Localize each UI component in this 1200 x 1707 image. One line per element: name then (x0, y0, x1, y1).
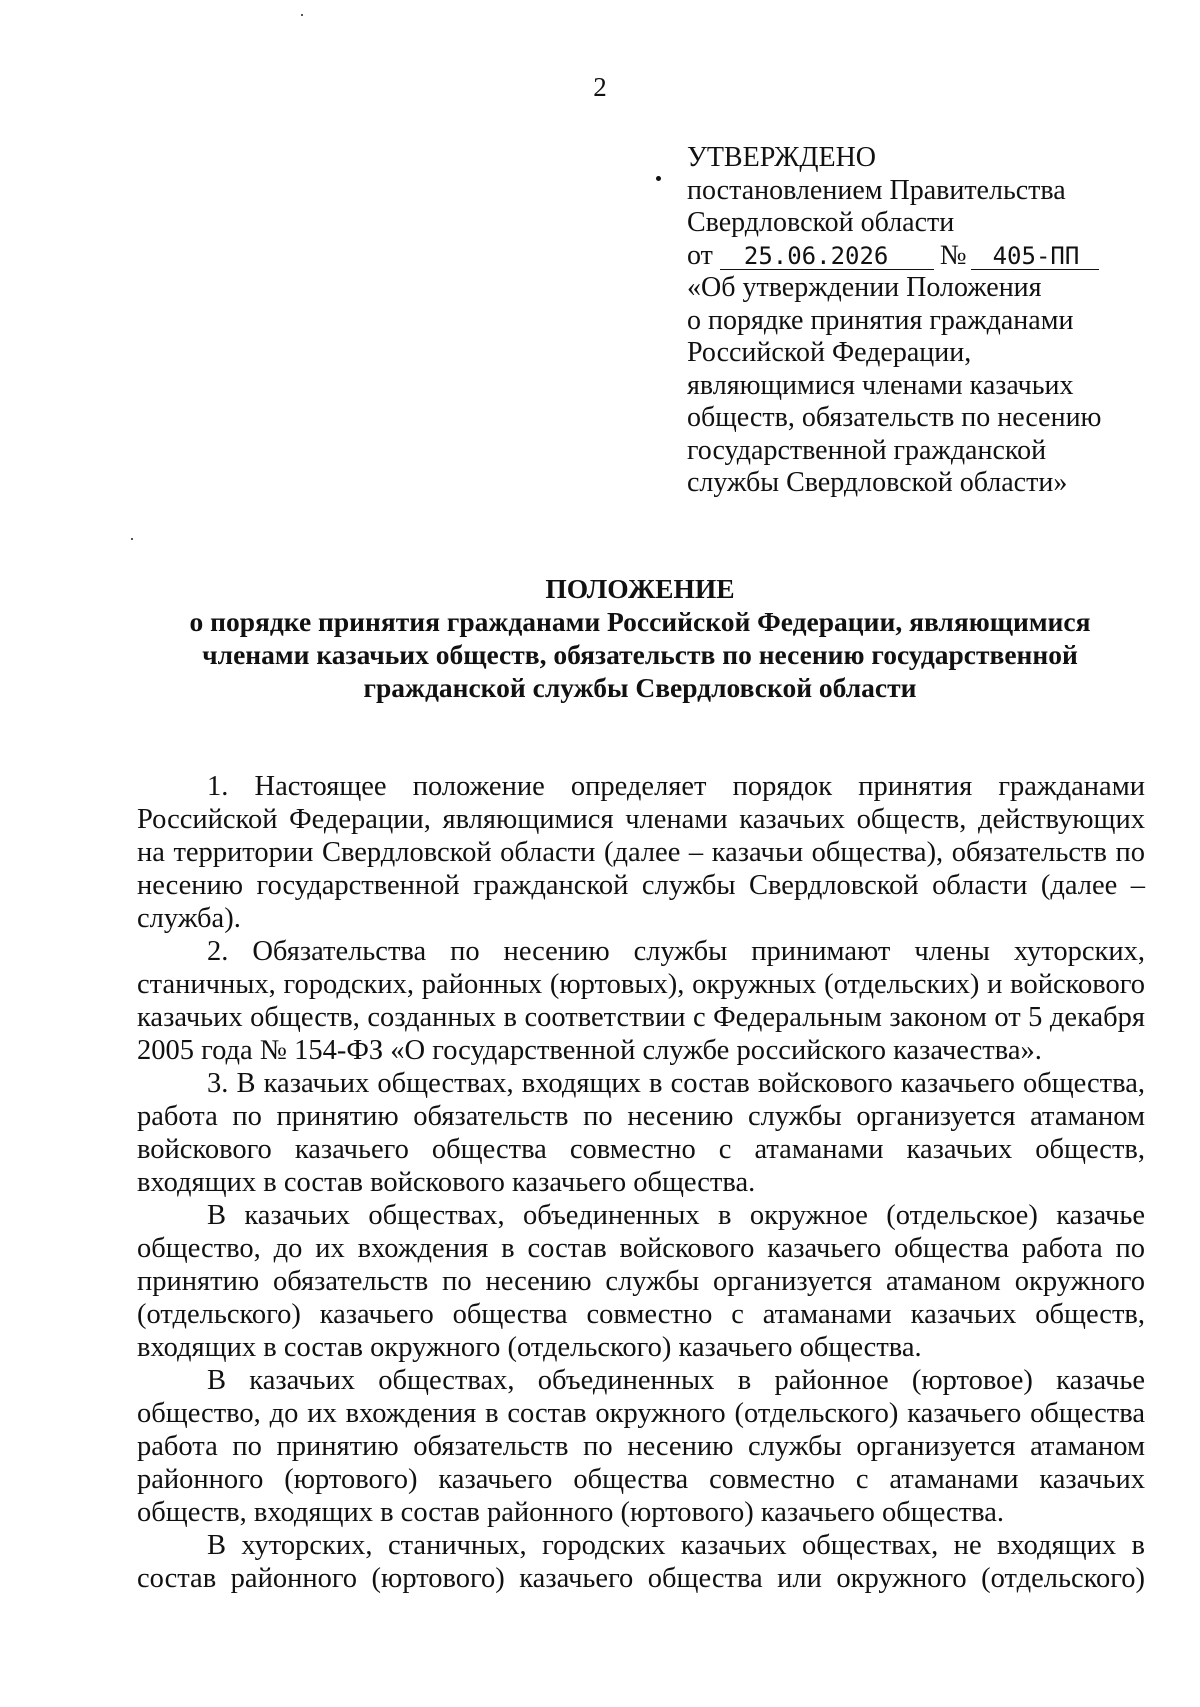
document-body (137, 770, 1145, 1595)
approval-line: Свердловской области (687, 207, 955, 238)
number-sign: № (939, 239, 967, 271)
subject-line: являющимися членами казачьих (687, 369, 1074, 401)
date-prefix: от (687, 239, 713, 271)
subject-line: службы Свердловской области» (687, 467, 1068, 498)
scan-speck (131, 538, 133, 540)
approved-label: УТВЕРЖДЕНО (687, 142, 877, 173)
paragraph: В казачьих обществах, объединенных в районное (юртовое) казачье общество, до их вхождения в состав окружного (отдельского) казачьего общества работа по принятию обязательств по несению службы организуется атаманом районного (юртового) казачьего общества совместно с атаманами казачьих обществ, входящих в состав районного (юртового) казачьего общества. (137, 1365, 1145, 1528)
approval-date-line (687, 240, 1157, 273)
approval-block (687, 142, 1157, 500)
subject-line: государственной гражданской (687, 434, 1047, 466)
paragraph: В хуторских, станичных, городских казачьих обществах, не входящих в состав районного (юртового) казачьего общества или окружного (отдельского) (137, 1530, 1145, 1594)
document-title (130, 572, 1150, 704)
paragraph: 3. В казачьих обществах, входящих в состав войскового казачьего общества, работа по принятию обязательств по несению службы организуется атаманом войскового казачьего общества совместно с атаманами казачьих обществ, входящих в состав войскового казачьего общества. (137, 1068, 1145, 1198)
paragraph: 2. Обязательства по несению службы принимают члены хуторских, станичных, городских, районных (юртовых), окружных (отдельских) и войскового казачьих обществ, созданных в соответствии с Федеральным законом от 5 декабря 2005 года № 154-ФЗ «О государственной службе российского казачества». (137, 936, 1145, 1066)
title-subtitle-line: гражданской службы Свердловской области (363, 672, 917, 703)
subject-line: «Об утверждении Положения (687, 272, 1042, 303)
approval-date: 25.06.2026 (720, 243, 934, 270)
approval-line: постановлением Правительства (687, 174, 1066, 206)
subject-line: Российской Федерации, (687, 337, 972, 368)
subject-line: обществ, обязательств по несению (687, 402, 1102, 433)
approval-number: 405-ПП (971, 243, 1099, 270)
title-subtitle-line: о порядке принятия гражданами Российской Федерации, являющимися (189, 606, 1091, 637)
title-subtitle-line: членами казачьих обществ, обязательств по несению государственной (202, 639, 1078, 670)
scan-dot (656, 176, 661, 181)
page-number: 2 (593, 72, 607, 102)
scan-speck (301, 14, 303, 16)
title-heading: ПОЛОЖЕНИЕ (545, 573, 735, 604)
paragraph: 1. Настоящее положение определяет порядок принятия гражданами Российской Федерации, являющимися членами казачьих обществ, действующих на территории Свердловской области (далее – казачьи общества), обязательств по несению государственной гражданской службы Свердловской области (далее – служба). (137, 771, 1145, 934)
subject-line: о порядке принятия гражданами (687, 304, 1074, 336)
paragraph: В казачьих обществах, объединенных в окружное (отдельское) казачье общество, до их вхождения в состав войскового казачьего общества работа по принятию обязательств по несению службы организуется атаманом окружного (отдельского) казачьего общества совместно с атаманами казачьих обществ, входящих в состав окружного (отдельского) казачьего общества. (137, 1200, 1145, 1363)
